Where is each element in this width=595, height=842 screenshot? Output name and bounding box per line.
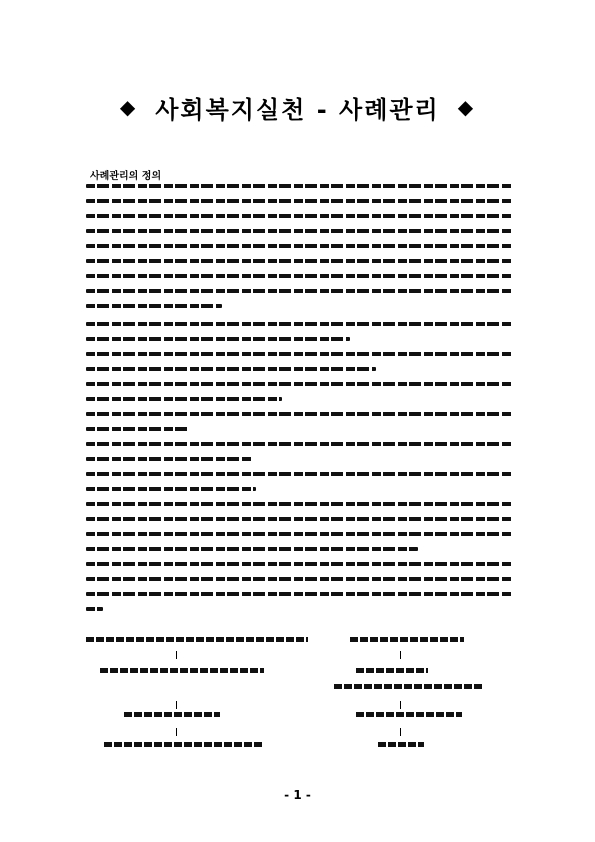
diagram-left-box-2 xyxy=(100,668,264,673)
paragraph-1 xyxy=(86,184,512,319)
section-heading: 사례관리의 정의 xyxy=(90,171,162,182)
page-number: - 1 - xyxy=(284,788,311,802)
diamond-icon: ◆ xyxy=(119,95,138,119)
definition-list xyxy=(86,322,512,622)
diagram-left-box-1 xyxy=(86,637,308,642)
document-title-row xyxy=(0,92,595,122)
diagram-right-box-2a xyxy=(356,668,428,673)
diagram-connector xyxy=(176,728,177,736)
diagram-right-box-1 xyxy=(350,637,464,642)
diagram-connector xyxy=(176,701,177,709)
diagram-left-box-3 xyxy=(124,712,220,717)
diamond-icon: ◆ xyxy=(457,95,476,119)
diagram-connector xyxy=(400,728,401,736)
diagram-right-box-2b xyxy=(334,684,482,689)
diagram-right-box-3 xyxy=(356,712,462,717)
diagram-right-box-4 xyxy=(378,742,424,747)
diagram-connector xyxy=(400,651,401,659)
diagram-connector xyxy=(400,701,401,709)
document-title: 사회복지실천 - 사례관리 xyxy=(155,95,440,124)
diagram-connector xyxy=(176,651,177,659)
diagram-left-box-4 xyxy=(104,742,264,747)
